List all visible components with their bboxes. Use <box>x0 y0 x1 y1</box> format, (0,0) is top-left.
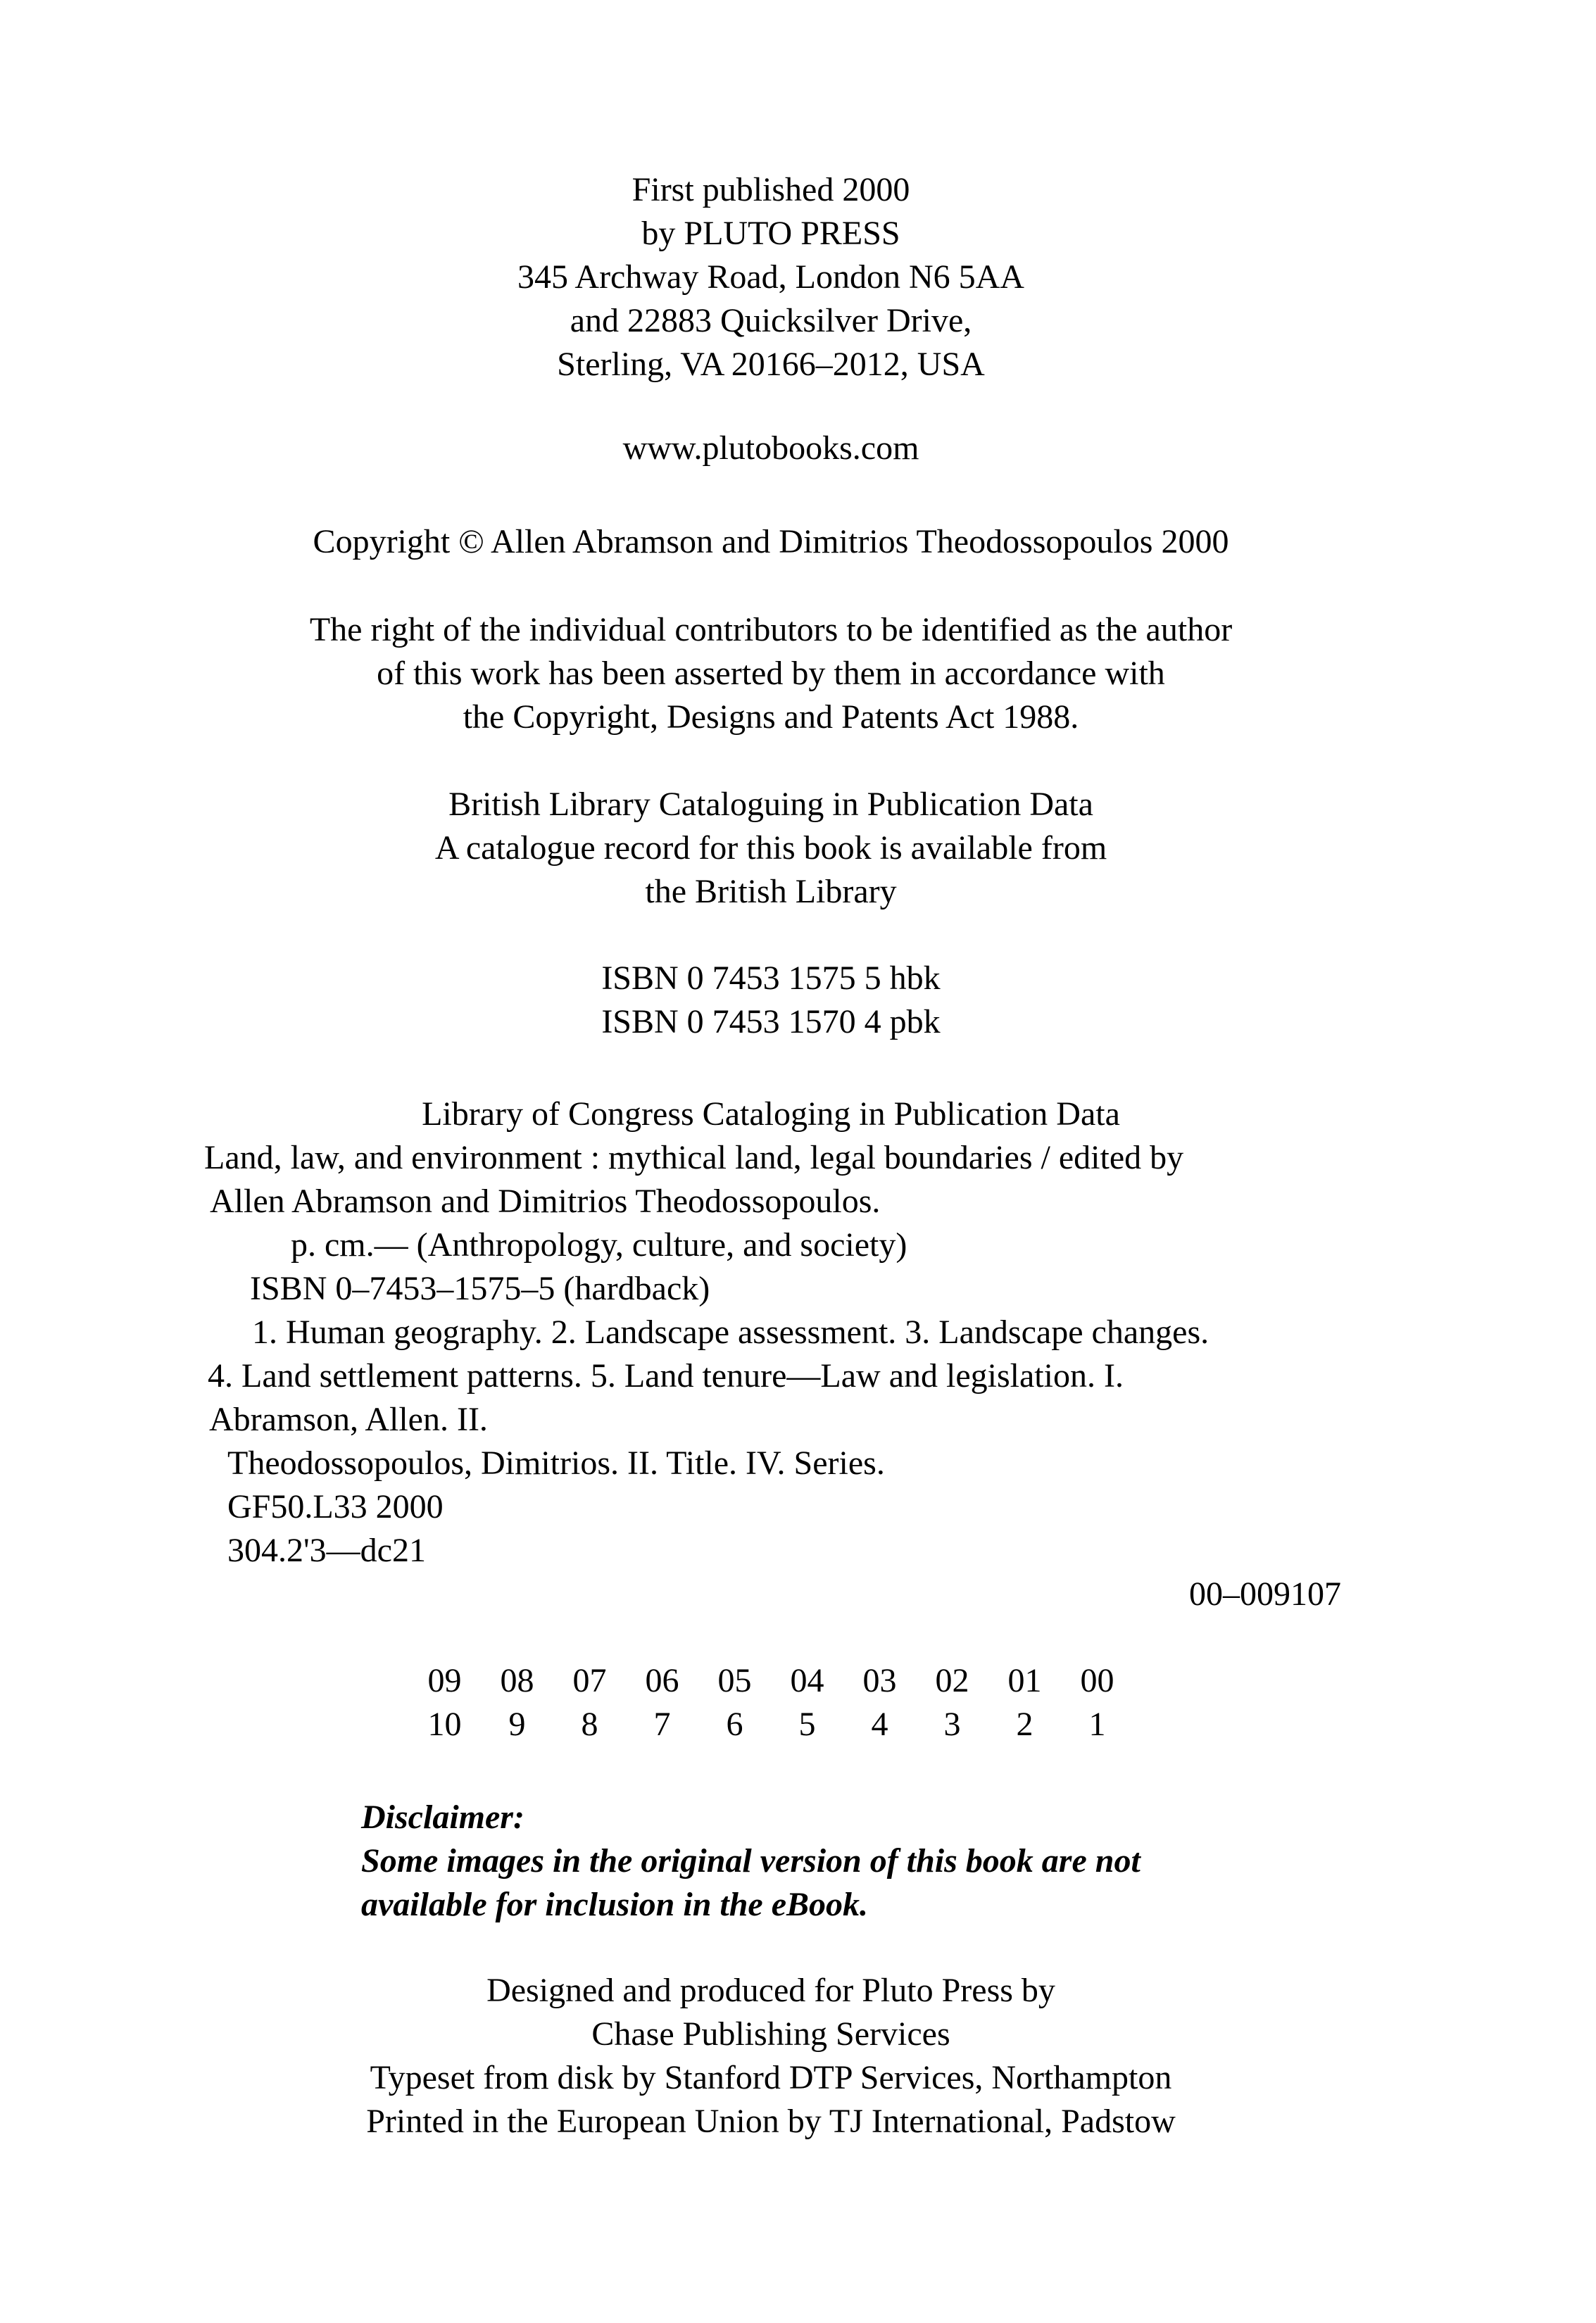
isbn-line: ISBN 0 7453 1570 4 pbk <box>601 1003 941 1040</box>
printers-key-cell: 05 <box>717 1662 752 1699</box>
printers-key-row-impressions <box>201 1703 1341 1746</box>
copyright-line: Copyright © Allen Abramson and Dimitrios Theodossopoulos 2000 <box>313 523 1229 560</box>
bl-cip-line: A catalogue record for this book is available from <box>434 829 1107 867</box>
printers-key-cell: 02 <box>935 1662 969 1699</box>
printers-key-cell: 04 <box>790 1662 824 1699</box>
loc-line: p. cm.— (Anthropology, culture, and society) <box>291 1226 907 1264</box>
printers-key-cell: 5 <box>798 1706 816 1743</box>
production-line: Designed and produced for Pluto Press by <box>486 1972 1055 2009</box>
website-line: www.plutobooks.com <box>622 429 919 467</box>
disclaimer-block <box>201 1796 1502 1927</box>
printers-key-cell: 09 <box>427 1662 462 1699</box>
loc-line: Allen Abramson and Dimitrios Theodossopoulos. <box>210 1183 881 1220</box>
rights-line: The right of the individual contributors to be identified as the author <box>309 611 1233 648</box>
printers-key-cell: 08 <box>500 1662 534 1699</box>
bl-cip-line: British Library Cataloguing in Publication Data <box>448 786 1093 823</box>
disclaimer-title: Disclaimer: <box>361 1799 524 1836</box>
disclaimer-line: Some images in the original version of this book are not <box>361 1842 1141 1880</box>
printers-key-cell: 00 <box>1080 1662 1114 1699</box>
printers-key-cell: 07 <box>572 1662 607 1699</box>
loc-line: Theodossopoulos, Dimitrios. II. Title. IV. Series. <box>227 1444 885 1482</box>
printers-key-cell: 1 <box>1088 1706 1106 1743</box>
printers-key-cell: 01 <box>1007 1662 1042 1699</box>
imprint-block <box>201 168 1341 386</box>
rights-block <box>201 608 1341 739</box>
printers-key-cell: 6 <box>726 1706 743 1743</box>
isbn-block <box>201 957 1341 1044</box>
production-line: Printed in the European Union by TJ International, Padstow <box>366 2103 1176 2140</box>
printers-key-cell: 3 <box>943 1706 961 1743</box>
production-line: Typeset from disk by Stanford DTP Services, Northampton <box>370 2059 1172 2096</box>
imprint-line: Sterling, VA 20166–2012, USA <box>557 346 985 383</box>
printers-key-cell: 8 <box>581 1706 598 1743</box>
loc-line: 4. Land settlement patterns. 5. Land tenure—Law and legislation. I. <box>208 1357 1124 1395</box>
imprint-line: First published 2000 <box>632 171 910 208</box>
printers-key-row-years <box>201 1659 1341 1703</box>
production-block <box>201 1969 1341 2143</box>
production-line: Chase Publishing Services <box>591 2015 950 2053</box>
printers-key-block <box>201 1659 1341 1746</box>
bl-cip-line: the British Library <box>645 873 897 910</box>
loc-line: ISBN 0–7453–1575–5 (hardback) <box>250 1270 710 1307</box>
loc-line: GF50.L33 2000 <box>227 1488 444 1525</box>
library-of-congress-cip-block <box>201 1093 1341 1616</box>
copyright-block <box>201 520 1341 564</box>
printers-key-cell: 9 <box>508 1706 526 1743</box>
loc-card-number: 00–009107 <box>1189 1575 1341 1613</box>
loc-line: 1. Human geography. 2. Landscape assessment. 3. Landscape changes. <box>252 1314 1209 1351</box>
british-library-cip-block <box>201 783 1341 914</box>
printers-key-cell: 2 <box>1016 1706 1033 1743</box>
imprint-line: and 22883 Quicksilver Drive, <box>570 302 972 339</box>
imprint-line: by PLUTO PRESS <box>641 215 900 252</box>
loc-line: Abramson, Allen. II. <box>209 1401 488 1438</box>
printers-key-cell: 03 <box>862 1662 897 1699</box>
disclaimer-line: available for inclusion in the eBook. <box>361 1886 869 1923</box>
printers-key-cell: 7 <box>653 1706 671 1743</box>
loc-line: Land, law, and environment : mythical land, legal boundaries / edited by <box>204 1139 1184 1176</box>
loc-heading: Library of Congress Cataloging in Publication Data <box>422 1095 1120 1133</box>
isbn-line: ISBN 0 7453 1575 5 hbk <box>601 959 941 997</box>
website-block <box>201 427 1341 470</box>
printers-key-cell: 06 <box>645 1662 679 1699</box>
loc-line: 304.2'3—dc21 <box>227 1532 426 1569</box>
printers-key-cell: 4 <box>871 1706 888 1743</box>
printers-key-cell: 10 <box>427 1706 462 1743</box>
rights-line: the Copyright, Designs and Patents Act 1988. <box>463 698 1079 736</box>
imprint-line: 345 Archway Road, London N6 5AA <box>517 258 1024 296</box>
rights-line: of this work has been asserted by them in accordance with <box>377 655 1165 692</box>
